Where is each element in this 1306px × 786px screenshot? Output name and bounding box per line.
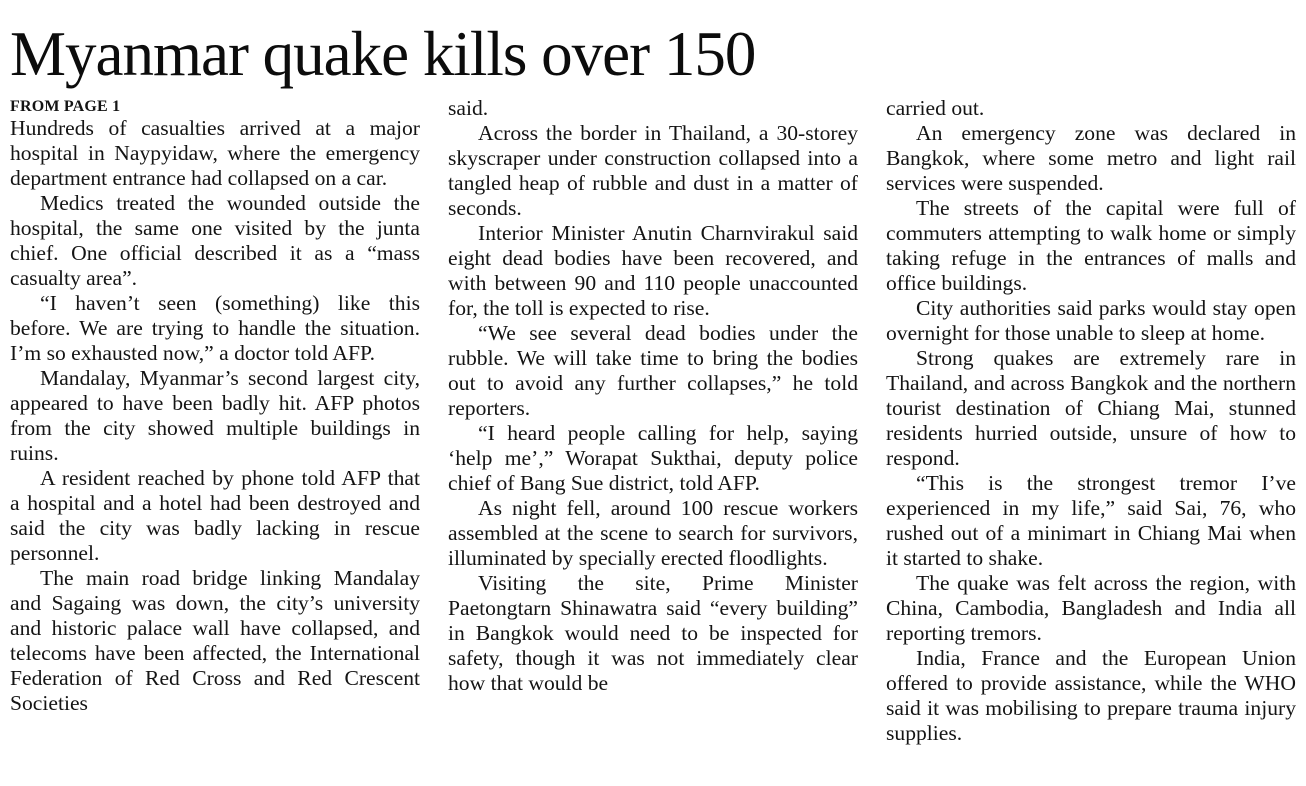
kicker-label: FROM PAGE 1: [10, 98, 121, 115]
article-column-2: [448, 96, 858, 696]
paragraph: City authorities said parks would stay open overnight for those unable to sleep at home.: [886, 296, 1296, 345]
paragraph: The streets of the capital were full of commuters attempting to walk home or simply taking refuge in the entrances of malls and office buildings.: [886, 196, 1296, 295]
headline: Myanmar quake kills over 150: [10, 19, 756, 89]
paragraph: A resident reached by phone told AFP that a hospital and a hotel had been destroyed and said the city was badly lacking in rescue personnel.: [10, 466, 420, 565]
paragraph: Mandalay, Myanmar’s second largest city, appeared to have been badly hit. AFP photos from the city showed multiple buildings in ruins.: [10, 366, 420, 465]
paragraph: said.: [448, 96, 489, 120]
paragraph: The main road bridge linking Mandalay and Sagaing was down, the city’s university and historic palace wall have collapsed, and telecoms have been affected, the International Federation of Red Cross and Red Crescent Societies: [10, 566, 420, 715]
paragraph: “This is the strongest tremor I’ve experienced in my life,” said Sai, 76, who rushed out of a minimart in Chiang Mai when it started to shake.: [886, 471, 1296, 570]
paragraph: “I heard people calling for help, saying ‘help me’,” Worapat Sukthai, deputy police chief of Bang Sue district, told AFP.: [448, 421, 858, 495]
paragraph: Hundreds of casualties arrived at a major hospital in Naypyidaw, where the emergency department entrance had collapsed on a car.: [10, 116, 420, 190]
paragraph: An emergency zone was declared in Bangkok, where some metro and light rail services were suspended.: [886, 121, 1296, 195]
paragraph: Medics treated the wounded outside the hospital, the same one visited by the junta chief. One official described it as a “mass casualty area”.: [10, 191, 420, 290]
article-column-1: [10, 96, 420, 716]
paragraph: Visiting the site, Prime Minister Paetongtarn Shinawatra said “every building” in Bangkok would need to be inspected for safety, though it was not immediately clear how that would be: [448, 571, 858, 695]
paragraph: Across the border in Thailand, a 30-storey skyscraper under construction collapsed into a tangled heap of rubble and dust in a matter of seconds.: [448, 121, 858, 220]
paragraph: “We see several dead bodies under the rubble. We will take time to bring the bodies out to avoid any further collapses,” he told reporters.: [448, 321, 858, 420]
column-1-body: [10, 116, 420, 716]
paragraph: India, France and the European Union offered to provide assistance, while the WHO said it was mobilising to prepare trauma injury supplies.: [886, 646, 1296, 745]
paragraph: “I haven’t seen (something) like this before. We are trying to handle the situation. I’m so exhausted now,” a doctor told AFP.: [10, 291, 420, 365]
paragraph: Strong quakes are extremely rare in Thailand, and across Bangkok and the northern tourist destination of Chiang Mai, stunned residents hurried outside, unsure of how to respond.: [886, 346, 1296, 470]
paragraph: Interior Minister Anutin Charnvirakul said eight dead bodies have been recovered, and with between 90 and 110 people unaccounted for, the toll is expected to rise.: [448, 221, 858, 320]
paragraph: As night fell, around 100 rescue workers assembled at the scene to search for survivors, illuminated by specially erected floodlights.: [448, 496, 858, 570]
paragraph: The quake was felt across the region, with China, Cambodia, Bangladesh and India all reporting tremors.: [886, 571, 1296, 645]
paragraph: carried out.: [886, 96, 985, 120]
article-column-3: [886, 96, 1296, 746]
